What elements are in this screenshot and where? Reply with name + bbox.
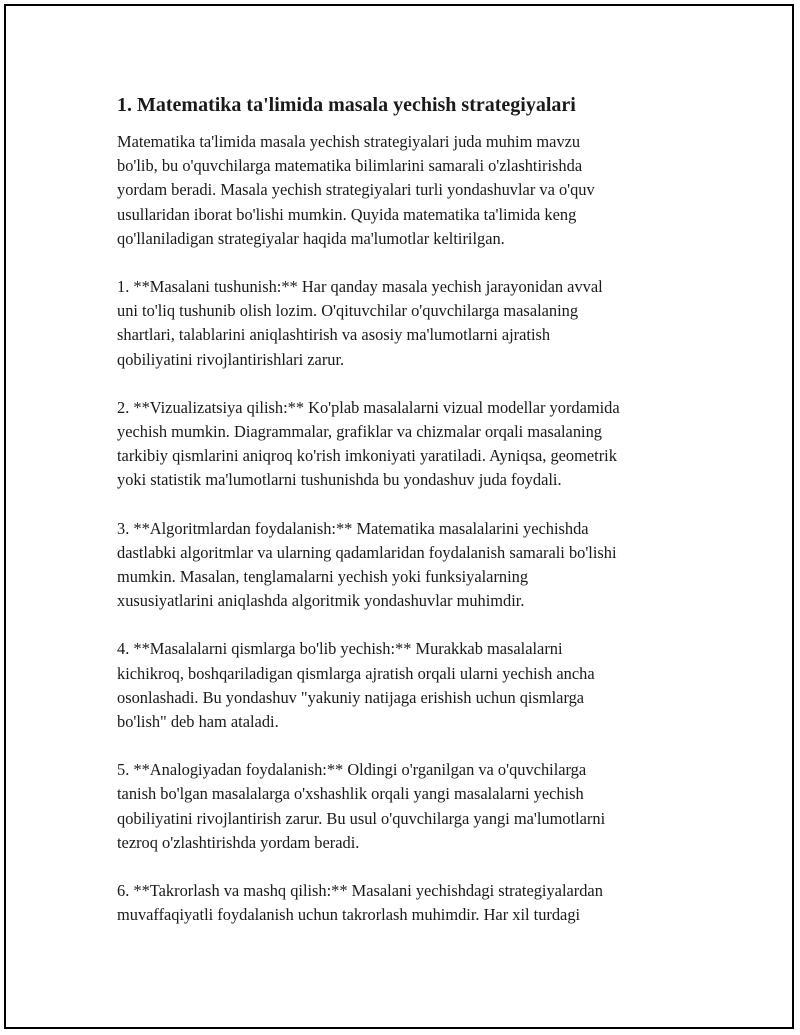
text-line: 2. **Vizualizatsiya qilish:** Ko'plab masalalarni vizual modellar yordamida <box>117 397 620 417</box>
document-body <box>117 92 697 951</box>
text-line: qo'llaniladigan strategiyalar haqida ma'lumotlar keltirilgan. <box>117 228 505 248</box>
text-line: tezroq o'zlashtirishda yordam beradi. <box>117 832 360 852</box>
text-line: uni to'liq tushunib olish lozim. O'qituvchilar o'quvchilarga masalaning <box>117 301 579 321</box>
text-line: tarkibiy qismlarini aniqroq ko'rish imkoniyati yaratiladi. Ayniqsa, geometrik <box>117 446 617 466</box>
text-line: 4. **Masalalarni qismlarga bo'lib yechish:** Murakkab masalalarni <box>117 639 563 659</box>
text-line: yechish mumkin. Diagrammalar, grafiklar va chizmalar orqali masalaning <box>117 422 602 442</box>
text-line: usullaridan iborat bo'lishi mumkin. Quyida matematika ta'limida keng <box>117 204 577 224</box>
paragraph <box>117 637 697 734</box>
text-line: qobiliyatini rivojlantirish zarur. Bu usul o'quvchilarga yangi ma'lumotlarni <box>117 808 606 828</box>
paragraph-list <box>117 130 697 927</box>
text-line: 1. **Masalani tushunish:** Har qanday masala yechish jarayonidan avval <box>117 277 603 297</box>
text-line: yoki statistik ma'lumotlarni tushunishda bu yondashuv juda foydali. <box>117 470 562 490</box>
text-line: xususiyatlarini aniqlashda algoritmik yondashuvlar muhimdir. <box>117 591 525 611</box>
text-line: bo'lish" deb ham ataladi. <box>117 712 279 732</box>
text-line: kichikroq, boshqariladigan qismlarga ajratish orqali ularni yechish ancha <box>117 663 595 683</box>
text-line: bo'lib, bu o'quvchilarga matematika bilimlarini samarali o'zlashtirishda <box>117 156 583 176</box>
text-line: muvaffaqiyatli foydalanish uchun takrorlash muhimdir. Har xil turdagi <box>117 905 581 925</box>
paragraph <box>117 275 697 372</box>
paragraph <box>117 879 697 927</box>
page-title: 1. Matematika ta'limida masala yechish strategiyalari <box>117 94 576 116</box>
text-line: tanish bo'lgan masalalarga o'xshashlik orqali yangi masalalarni yechish <box>117 784 584 804</box>
text-line: yordam beradi. Masala yechish strategiyalari turli yondashuvlar va o'quv <box>117 180 595 200</box>
text-line: dastlabki algoritmlar va ularning qadamlaridan foydalanish samarali bo'lishi <box>117 542 617 562</box>
text-line: 6. **Takrorlash va mashq qilish:** Masalani yechishdagi strategiyalardan <box>117 881 603 901</box>
paragraph <box>117 396 697 493</box>
text-line: osonlashadi. Bu yondashuv "yakuniy natijaga erishish uchun qismlarga <box>117 687 585 707</box>
text-line: Matematika ta'limida masala yechish strategiyalari juda muhim mavzu <box>117 132 581 151</box>
text-line: qobiliyatini rivojlantirishlari zarur. <box>117 349 345 369</box>
paragraph <box>117 130 697 251</box>
paragraph <box>117 517 697 614</box>
text-line: 5. **Analogiyadan foydalanish:** Oldingi o'rganilgan va o'quvchilarga <box>117 760 587 780</box>
text-line: shartlari, talablarini aniqlashtirish va asosiy ma'lumotlarni ajratish <box>117 325 551 345</box>
text-line: mumkin. Masalan, tenglamalarni yechish yoki funksiyalarning <box>117 567 529 587</box>
text-line: 3. **Algoritmlardan foydalanish:** Matematika masalalarini yechishda <box>117 518 589 538</box>
paragraph <box>117 758 697 855</box>
